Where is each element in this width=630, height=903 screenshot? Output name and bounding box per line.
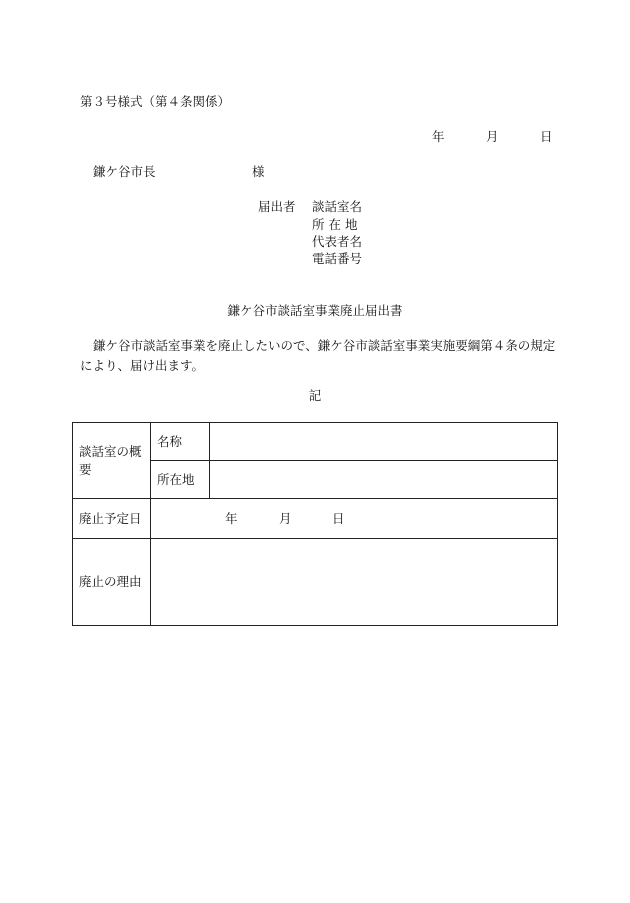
applicant-field-address: 所 在 地 (312, 217, 358, 232)
address-value[interactable] (210, 461, 558, 499)
planned-date-label: 廃止予定日 (73, 499, 151, 539)
address-label: 所在地 (151, 461, 210, 499)
document-body: 鎌ケ谷市談話室事業を廃止したいので、鎌ケ谷市談話室事業実施要綱第４条の規定により、届け出ます。 (80, 338, 556, 373)
reason-value[interactable] (151, 539, 558, 626)
reason-label: 廃止の理由 (73, 539, 151, 626)
applicant-field-representative: 代表者名 (312, 234, 363, 249)
planned-date-value[interactable] (151, 499, 558, 539)
applicant-field-room-name: 談話室名 (312, 199, 363, 214)
table-row (73, 539, 558, 626)
date-month-label: 月 (486, 129, 499, 144)
name-value[interactable] (210, 423, 558, 461)
addressee-honorific: 様 (252, 164, 265, 179)
overview-label: 談話室の概要 (73, 423, 151, 499)
document-title: 鎌ケ谷市談話室事業廃止届出書 (227, 303, 403, 318)
form-number: 第３号様式（第４条関係） (80, 94, 231, 109)
ki-heading: 記 (308, 388, 322, 403)
date-year-label: 年 (432, 129, 445, 144)
planned-date-day: 日 (332, 511, 345, 526)
details-table (72, 422, 558, 626)
applicant-field-phone: 電話番号 (312, 251, 363, 266)
date-day-label: 日 (540, 129, 553, 144)
applicant-label: 届出者 (258, 199, 296, 214)
planned-date-year: 年 (225, 511, 238, 526)
addressee-name: 鎌ケ谷市長 (93, 164, 156, 179)
name-label: 名称 (151, 423, 210, 461)
table-row (73, 499, 558, 539)
table-row (73, 423, 558, 461)
planned-date-month: 月 (279, 511, 292, 526)
